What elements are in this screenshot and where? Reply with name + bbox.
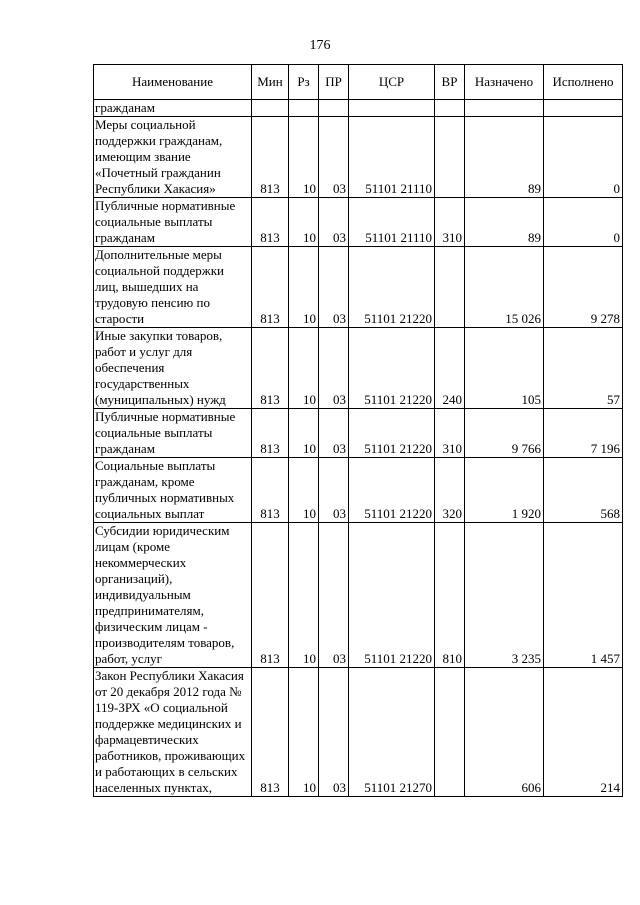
cell-min: 813 — [252, 117, 289, 198]
table-row — [94, 409, 623, 458]
cell-executed: 0 — [544, 117, 623, 198]
cell-csr: 51101 21270 — [349, 668, 435, 797]
table-row — [94, 458, 623, 523]
header-csr: ЦСР — [349, 65, 435, 100]
cell-vr — [435, 100, 465, 117]
header-rz: Рз — [289, 65, 319, 100]
table-body — [94, 100, 623, 797]
cell-rz: 10 — [289, 117, 319, 198]
cell-min: 813 — [252, 247, 289, 328]
budget-table — [93, 64, 623, 797]
header-assigned: Назначено — [465, 65, 544, 100]
cell-vr: 240 — [435, 328, 465, 409]
cell-vr: 810 — [435, 523, 465, 668]
cell-rz: 10 — [289, 458, 319, 523]
cell-vr: 310 — [435, 198, 465, 247]
cell-rz — [289, 100, 319, 117]
cell-name: Социальные выплаты гражданам, кроме публичных нормативных социальных выплат — [94, 458, 252, 523]
cell-pr: 03 — [319, 668, 349, 797]
cell-assigned: 9 766 — [465, 409, 544, 458]
table-row — [94, 328, 623, 409]
cell-min: 813 — [252, 328, 289, 409]
table-row — [94, 668, 623, 797]
cell-min: 813 — [252, 458, 289, 523]
table-row — [94, 247, 623, 328]
cell-min: 813 — [252, 668, 289, 797]
cell-csr: 51101 21110 — [349, 198, 435, 247]
cell-vr — [435, 668, 465, 797]
cell-csr — [349, 100, 435, 117]
cell-min: 813 — [252, 198, 289, 247]
cell-csr: 51101 21110 — [349, 117, 435, 198]
table-row — [94, 523, 623, 668]
table-row — [94, 100, 623, 117]
cell-pr: 03 — [319, 328, 349, 409]
cell-rz: 10 — [289, 409, 319, 458]
cell-vr — [435, 247, 465, 328]
cell-executed: 57 — [544, 328, 623, 409]
header-min: Мин — [252, 65, 289, 100]
cell-executed: 0 — [544, 198, 623, 247]
cell-pr: 03 — [319, 247, 349, 328]
table-header-row — [94, 65, 623, 100]
cell-executed: 7 196 — [544, 409, 623, 458]
cell-name: Иные закупки товаров, работ и услуг для обеспечения государственных (муниципальных) нужд — [94, 328, 252, 409]
header-name: Наименование — [94, 65, 252, 100]
cell-csr: 51101 21220 — [349, 409, 435, 458]
cell-vr: 310 — [435, 409, 465, 458]
cell-assigned: 3 235 — [465, 523, 544, 668]
header-executed: Исполнено — [544, 65, 623, 100]
table-row — [94, 117, 623, 198]
cell-pr: 03 — [319, 409, 349, 458]
cell-name: Публичные нормативные социальные выплаты гражданам — [94, 409, 252, 458]
cell-csr: 51101 21220 — [349, 458, 435, 523]
cell-csr: 51101 21220 — [349, 328, 435, 409]
cell-pr — [319, 100, 349, 117]
cell-pr: 03 — [319, 198, 349, 247]
cell-assigned: 15 026 — [465, 247, 544, 328]
cell-rz: 10 — [289, 523, 319, 668]
cell-name: Дополнительные меры социальной поддержки лиц, вышедших на трудовую пенсию по старости — [94, 247, 252, 328]
cell-executed: 214 — [544, 668, 623, 797]
cell-rz: 10 — [289, 198, 319, 247]
cell-pr: 03 — [319, 523, 349, 668]
cell-pr: 03 — [319, 458, 349, 523]
cell-assigned: 89 — [465, 117, 544, 198]
table-row — [94, 198, 623, 247]
header-pr: ПР — [319, 65, 349, 100]
cell-pr: 03 — [319, 117, 349, 198]
cell-vr — [435, 117, 465, 198]
cell-rz: 10 — [289, 247, 319, 328]
cell-min: 813 — [252, 523, 289, 668]
cell-executed: 9 278 — [544, 247, 623, 328]
cell-assigned: 105 — [465, 328, 544, 409]
cell-name: Меры социальной поддержки гражданам, имеющим звание «Почетный гражданин Республики Хакасия» — [94, 117, 252, 198]
cell-assigned — [465, 100, 544, 117]
page-number: 176 — [309, 38, 331, 53]
cell-name: Публичные нормативные социальные выплаты гражданам — [94, 198, 252, 247]
cell-name: Закон Республики Хакасия от 20 декабря 2012 года № 119-ЗРХ «О социальной поддержке медицинских и фармацевтических работников, проживающих и работающих в сельских населенных пунктах, — [94, 668, 252, 797]
cell-name: Субсидии юридическим лицам (кроме некоммерческих организаций), индивидуальным предпринимателям, физическим лицам - производителям товаров, работ, услуг — [94, 523, 252, 668]
cell-assigned: 606 — [465, 668, 544, 797]
cell-executed: 1 457 — [544, 523, 623, 668]
cell-rz: 10 — [289, 668, 319, 797]
cell-min: 813 — [252, 409, 289, 458]
cell-csr: 51101 21220 — [349, 523, 435, 668]
cell-rz: 10 — [289, 328, 319, 409]
cell-csr: 51101 21220 — [349, 247, 435, 328]
cell-assigned: 1 920 — [465, 458, 544, 523]
cell-vr: 320 — [435, 458, 465, 523]
cell-assigned: 89 — [465, 198, 544, 247]
cell-min — [252, 100, 289, 117]
cell-name: гражданам — [94, 100, 252, 117]
cell-executed — [544, 100, 623, 117]
header-vr: ВР — [435, 65, 465, 100]
cell-executed: 568 — [544, 458, 623, 523]
